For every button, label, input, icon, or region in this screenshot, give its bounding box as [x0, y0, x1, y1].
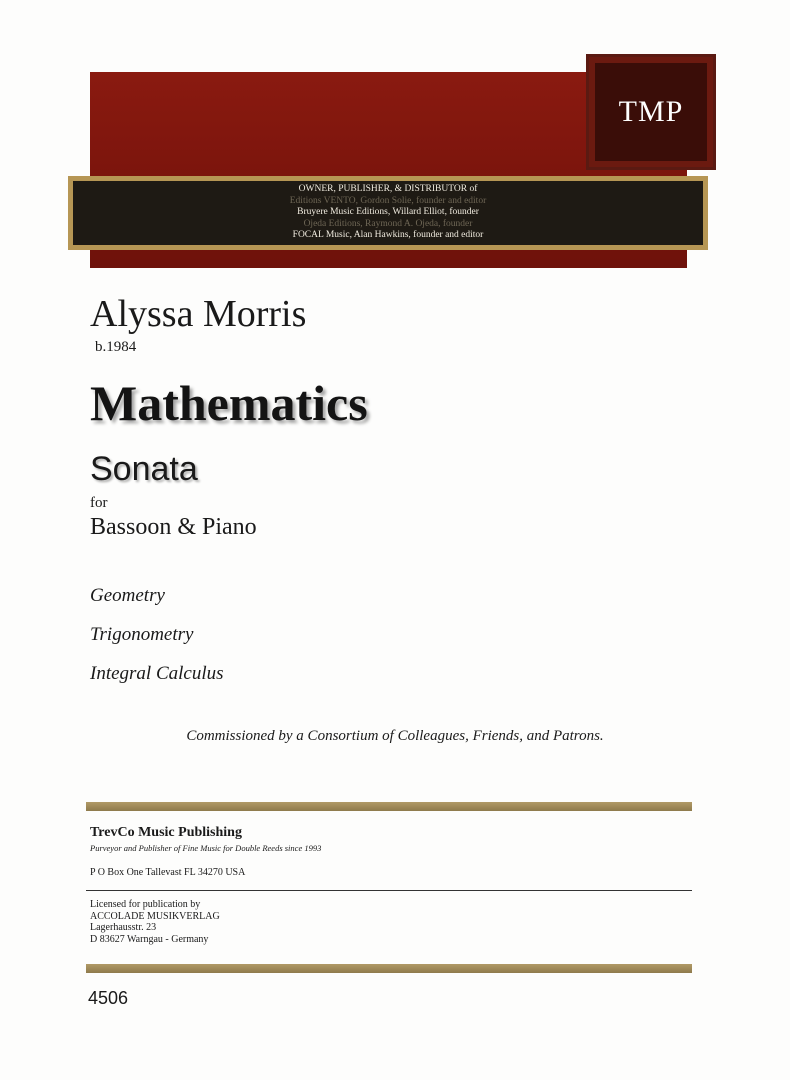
- owner-line: Editions VENTO, Gordon Solie, founder and editor: [289, 195, 487, 206]
- movement-title: Geometry: [90, 585, 165, 606]
- license-line: D 83627 Warngau - Germany: [90, 933, 209, 945]
- owner-line: Ojeda Editions, Raymond A. Ojeda, founder: [303, 218, 473, 229]
- work-title: Mathematics: [90, 375, 368, 431]
- publisher-tagline: Purveyor and Publisher of Fine Music for Double Reeds since 1993: [90, 843, 322, 853]
- owner-heading: OWNER, PUBLISHER, & DISTRIBUTOR of: [298, 184, 478, 195]
- composer-years: b.1984: [95, 339, 137, 355]
- for-label: for: [90, 495, 108, 511]
- bottom-gold-divider: [86, 964, 692, 973]
- license-line: Licensed for publication by: [90, 899, 201, 910]
- top-gold-divider: [86, 802, 692, 811]
- instrumentation: Bassoon & Piano: [90, 514, 257, 540]
- movement-title: Integral Calculus: [90, 663, 224, 684]
- thin-divider: [86, 890, 692, 891]
- movement-title: Trigonometry: [90, 624, 194, 645]
- publisher-name: TrevCo Music Publishing: [90, 825, 242, 840]
- owner-publisher-strip: [68, 176, 708, 250]
- license-line: ACCOLADE MUSIKVERLAG: [90, 910, 220, 922]
- owner-line: Bruyere Music Editions, Willard Elliot, founder: [297, 207, 479, 218]
- publisher-logo-text: TMP: [618, 95, 684, 128]
- commission-note: [0, 728, 790, 745]
- composer-name: Alyssa Morris: [90, 293, 307, 335]
- owner-line: FOCAL Music, Alan Hawkins, founder and editor: [292, 230, 484, 241]
- publisher-logo: [586, 54, 716, 170]
- commission-text: Commissioned by a Consortium of Colleagues, Friends, and Patrons.: [186, 728, 604, 744]
- catalog-number: 4506: [88, 988, 129, 1008]
- license-block: [90, 899, 220, 945]
- license-line: Lagerhausstr. 23: [90, 922, 157, 933]
- publisher-address: P O Box One Tallevast FL 34270 USA: [90, 867, 246, 878]
- work-subtitle: Sonata: [90, 450, 198, 488]
- movement-list: [90, 576, 224, 693]
